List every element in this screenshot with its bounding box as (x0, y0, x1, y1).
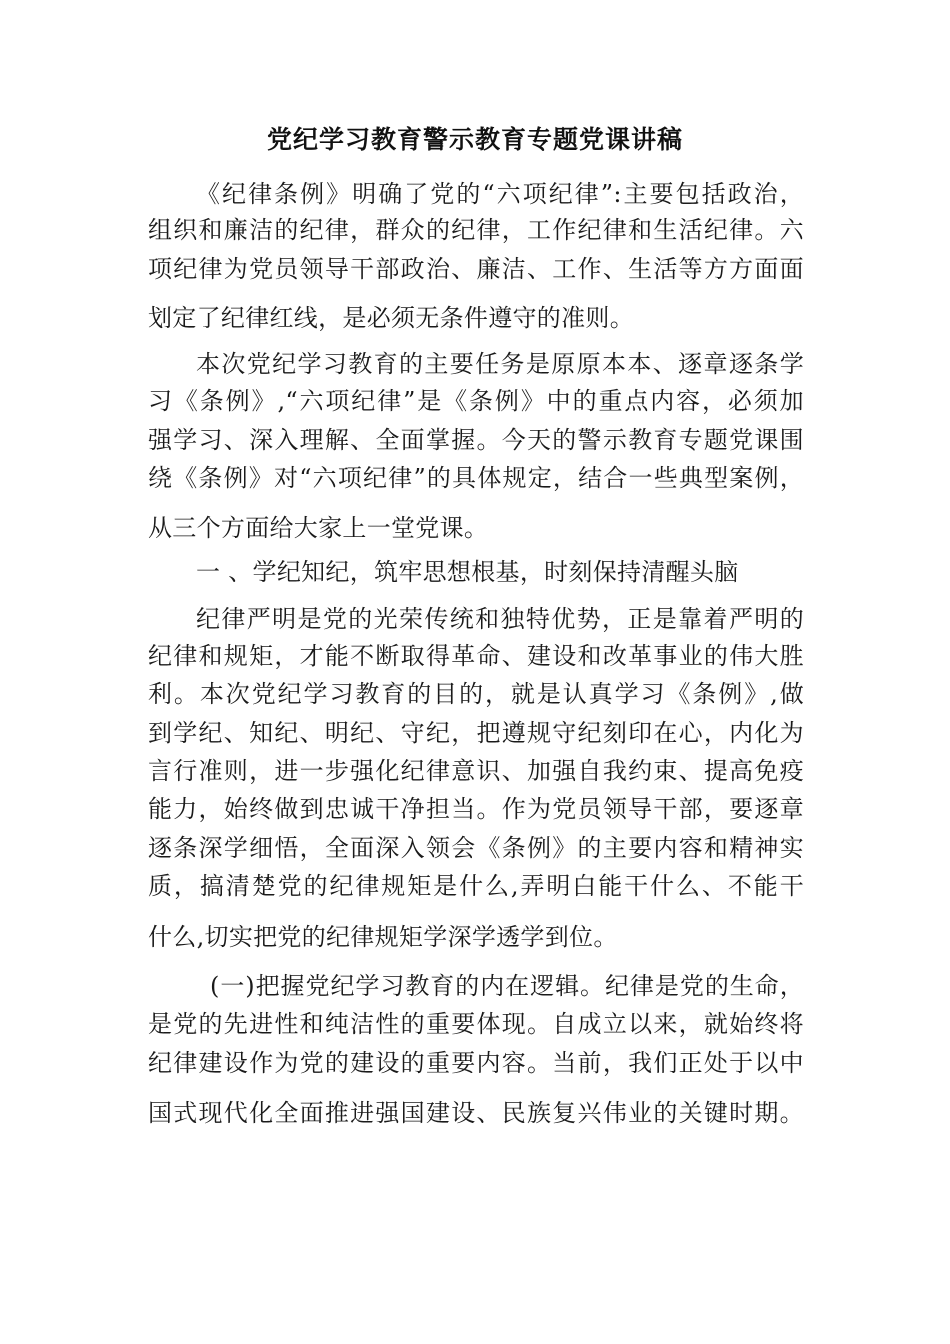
text-line: 什么,切实把党的纪律规矩学深学透学到位。 (148, 923, 618, 951)
text-line: 从三个方面给大家上一堂党课。 (148, 514, 489, 542)
text-line: 纪律建设作为党的建设的重要内容。当前，我们正处于以中 (148, 1049, 804, 1077)
text-line: 《纪律条例》明确了党的“六项纪律”:主要包括政治， (196, 180, 804, 208)
text-line: 组织和廉洁的纪律，群众的纪律，工作纪律和生活纪律。六 (148, 216, 804, 244)
text-line: 绕《条例》对“六项纪律”的具体规定，结合一些典型案例， (148, 464, 804, 492)
text-line: 本次党纪学习教育的主要任务是原原本本、逐章逐条学 (196, 350, 804, 378)
text-line: 习《条例》,“六项纪律”是《条例》中的重点内容，必须加 (148, 387, 804, 415)
text-line: 划定了纪律红线，是必须无条件遵守的准则。 (148, 304, 634, 332)
text-line: 纪律和规矩，才能不断取得革命、建设和改革事业的伟大胜 (148, 642, 804, 670)
text-line: 质，搞清楚党的纪律规矩是什么,弄明白能干什么、不能干 (148, 872, 804, 900)
subsection-line: (一)把握党纪学习教育的内在逻辑。纪律是党的生命， (210, 972, 804, 1000)
section-heading: 一 、学纪知纪，筑牢思想根基，时刻保持清醒头脑 (196, 558, 739, 586)
text-line: 是党的先进性和纯洁性的重要体现。自成立以来，就始终将 (148, 1010, 804, 1038)
text-line: 利。本次党纪学习教育的目的，就是认真学习《条例》,做 (148, 680, 804, 708)
text-line: 国式现代化全面推进强国建设、民族复兴伟业的关键时期。 (148, 1099, 804, 1127)
document-title: 党纪学习教育警示教育专题党课讲稿 (266, 125, 683, 154)
text-line: 到学纪、知纪、明纪、守纪，把遵规守纪刻印在心，内化为 (148, 719, 804, 747)
text-line: 项纪律为党员领导干部政治、廉洁、工作、生活等方方面面 (148, 255, 804, 283)
text-line: 强学习、深入理解、全面掌握。今天的警示教育专题党课围 (148, 426, 804, 454)
text-line: 纪律严明是党的光荣传统和独特优势，正是靠着严明的 (196, 605, 804, 633)
text-line: 能力，始终做到忠诚干净担当。作为党员领导干部，要逐章 (148, 795, 804, 823)
text-line: 言行准则，进一步强化纪律意识、加强自我约束、提高免疫 (148, 757, 804, 785)
text-line: 逐条深学细悟，全面深入领会《条例》的主要内容和精神实 (148, 834, 804, 862)
